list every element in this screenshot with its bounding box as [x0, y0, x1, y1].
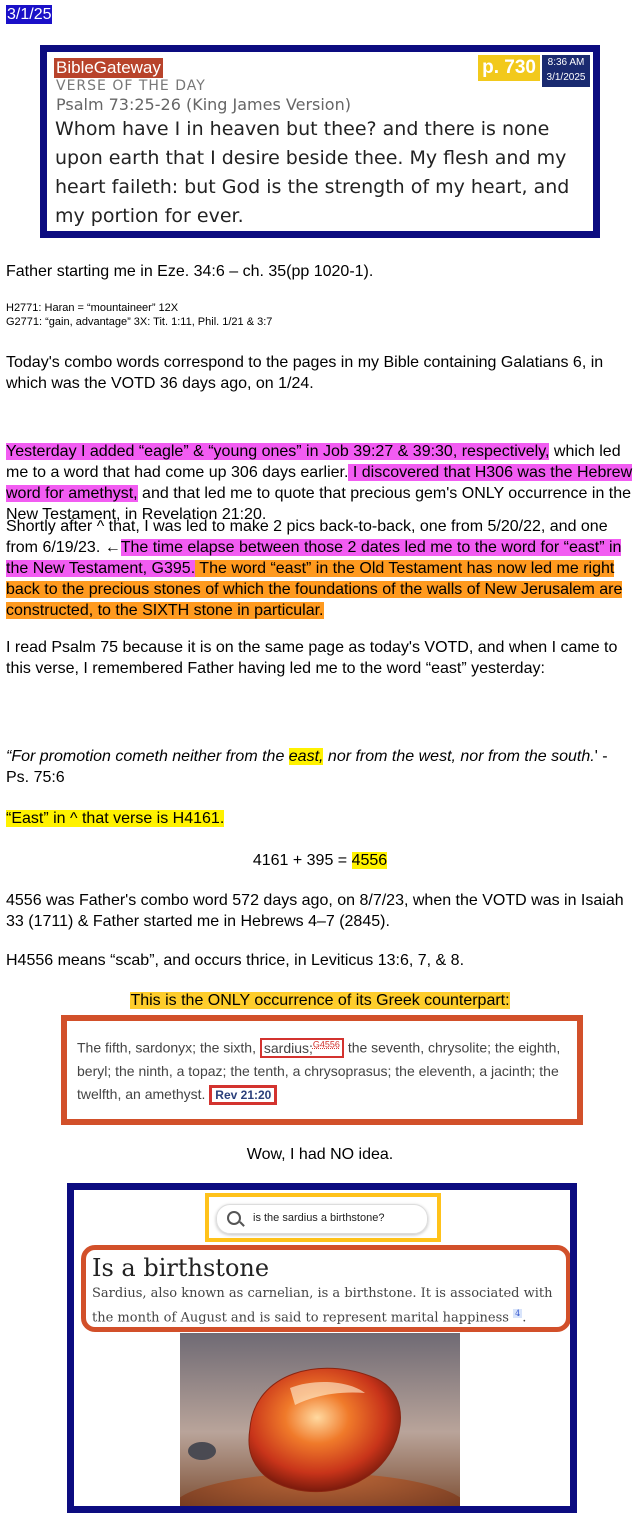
- sardius-word: [260, 1038, 344, 1058]
- note-h2771: H2771: Haran = “mountaineer” 12X: [6, 302, 179, 314]
- search-query: is the sardius a birthstone?: [253, 1212, 385, 1224]
- paragraph-pics: [6, 516, 634, 621]
- paragraph-h4161: [6, 808, 634, 829]
- paragraph-greek: [6, 990, 634, 1011]
- text-pics: Shortly after ^ that, I was led to make 2 pics back-to-back, one from 5/20/22, and one from 6/19/23. ←: [6, 518, 608, 556]
- paragraph-psalm75: I read Psalm 75 because it is on the same page as today's VOTD, and when I came to this verse, I remembered Father having led me to the word “east” yesterday:: [6, 639, 618, 677]
- votd-text: Whom have I in heaven but thee? and there is none upon earth that I desire beside thee. My flesh and my heart faileth: but God is the strength of my heart, and my portion for ever.: [55, 118, 570, 227]
- paragraph-yesterday: [6, 441, 634, 525]
- highlight-eagle: Yesterday I added “eagle” & “young ones” in Job 39:27 & 39:30, respectively,: [6, 443, 550, 460]
- answer-end: .: [522, 1310, 527, 1326]
- highlight-greek-counterpart: This is the ONLY occurrence of its Greek counterpart:: [130, 992, 510, 1009]
- paragraph-wow: Wow, I had NO idea.: [246, 1146, 394, 1163]
- timestamp-badge: [542, 55, 590, 87]
- timestamp-date: 3/1/2025: [546, 72, 586, 83]
- search-box-highlight: [205, 1193, 441, 1242]
- highlight-east-g395: The time elapse between those 2 dates led me to the word for “east” in the New Testament, G395.: [6, 539, 622, 577]
- equation-result: 4556: [351, 852, 388, 869]
- post-date: 3/1/25: [7, 6, 52, 23]
- quote-citation: ' - Ps. 75:6: [6, 748, 608, 786]
- revelation-verse-image: [61, 1015, 583, 1125]
- quote-part-1: “For promotion cometh neither from the: [6, 748, 289, 765]
- answer-title: Is a birthstone: [92, 1254, 270, 1282]
- verse-part-2: the seventh, chrysolite; the eighth, beryl; the ninth, a topaz; the tenth, a chrysoprasus; the eleventh, a jacinth; the twelfth, an amethyst.: [77, 1039, 561, 1102]
- timestamp-time: 8:36 AM: [547, 57, 585, 68]
- search-icon: [227, 1211, 241, 1225]
- biblegateway-logo: BibleGateway: [56, 58, 161, 77]
- text-revelation: and that led me to quote that precious gem's ONLY occurrence in the New Testament, in Revelation 21:20.: [6, 485, 632, 523]
- quote-psalm-75-6: [6, 746, 634, 788]
- votd-reference: Psalm 73:25-26 (King James Version): [56, 95, 351, 114]
- highlight-east: east,: [288, 748, 324, 765]
- paragraph-4556: 4556 was Father's combo word 572 days ago, on 8/7/23, when the VOTD was in Isaiah 33 (1711) & Father started me in Hebrews 4–7 (2845).: [6, 892, 624, 930]
- highlight-h4161: “East” in ^ that verse is H4161.: [6, 810, 225, 827]
- citation-badge: 4: [515, 1309, 521, 1318]
- verse-part-1: The fifth, sardonyx; the sixth,: [77, 1039, 260, 1056]
- answer-text: Sardius, also known as carnelian, is a birthstone. It is associated with the month of August and is said to represent marital happiness: [92, 1286, 553, 1326]
- search-bar: [216, 1204, 428, 1234]
- sardius-label: sardius;: [263, 1039, 313, 1056]
- paragraph-eze: Father starting me in Eze. 34:6 – ch. 35(pp 1020-1).: [6, 263, 374, 280]
- paragraph-galatians: Today's combo words correspond to the pages in my Bible containing Galatians 6, in which was the VOTD 36 days ago, on 1/24.: [6, 354, 604, 392]
- text-306-days: which led me to a word that had come up 306 days earlier.: [6, 443, 621, 481]
- carnelian-stone-photo: [180, 1333, 460, 1513]
- answer-box: [81, 1245, 571, 1332]
- note-g2771: G2771: “gain, advantage” 3X: Tit. 1:11, Phil. 1/21 & 3:7: [6, 316, 273, 328]
- strongs-number: G4556: [312, 1039, 340, 1049]
- quote-part-2: nor from the west, nor from the south.: [323, 748, 595, 765]
- page-number-badge: p. 730: [478, 55, 540, 81]
- highlight-amethyst: I discovered that H306 was the Hebrew word for amethyst,: [6, 464, 633, 502]
- highlight-sixth-stone: The word “east” in the Old Testament has now led me right back to the precious stones of which the foundations of the walls of New Jerusalem are constructed, to the SIXTH stone in particular.: [6, 560, 623, 619]
- verse-text: [77, 1033, 577, 1107]
- equation-sum: 4161 + 395 =: [252, 852, 352, 869]
- verse-reference: Rev 21:20: [209, 1085, 277, 1105]
- equation: [6, 850, 634, 871]
- birthstone-search-image: [67, 1183, 577, 1513]
- verse-of-the-day-image: [40, 45, 600, 238]
- small-rock: [188, 1442, 216, 1460]
- paragraph-scab: H4556 means “scab”, and occurs thrice, in Leviticus 13:6, 7, & 8.: [6, 952, 465, 969]
- votd-label: VERSE OF THE DAY: [56, 78, 206, 94]
- answer-body: [92, 1284, 564, 1328]
